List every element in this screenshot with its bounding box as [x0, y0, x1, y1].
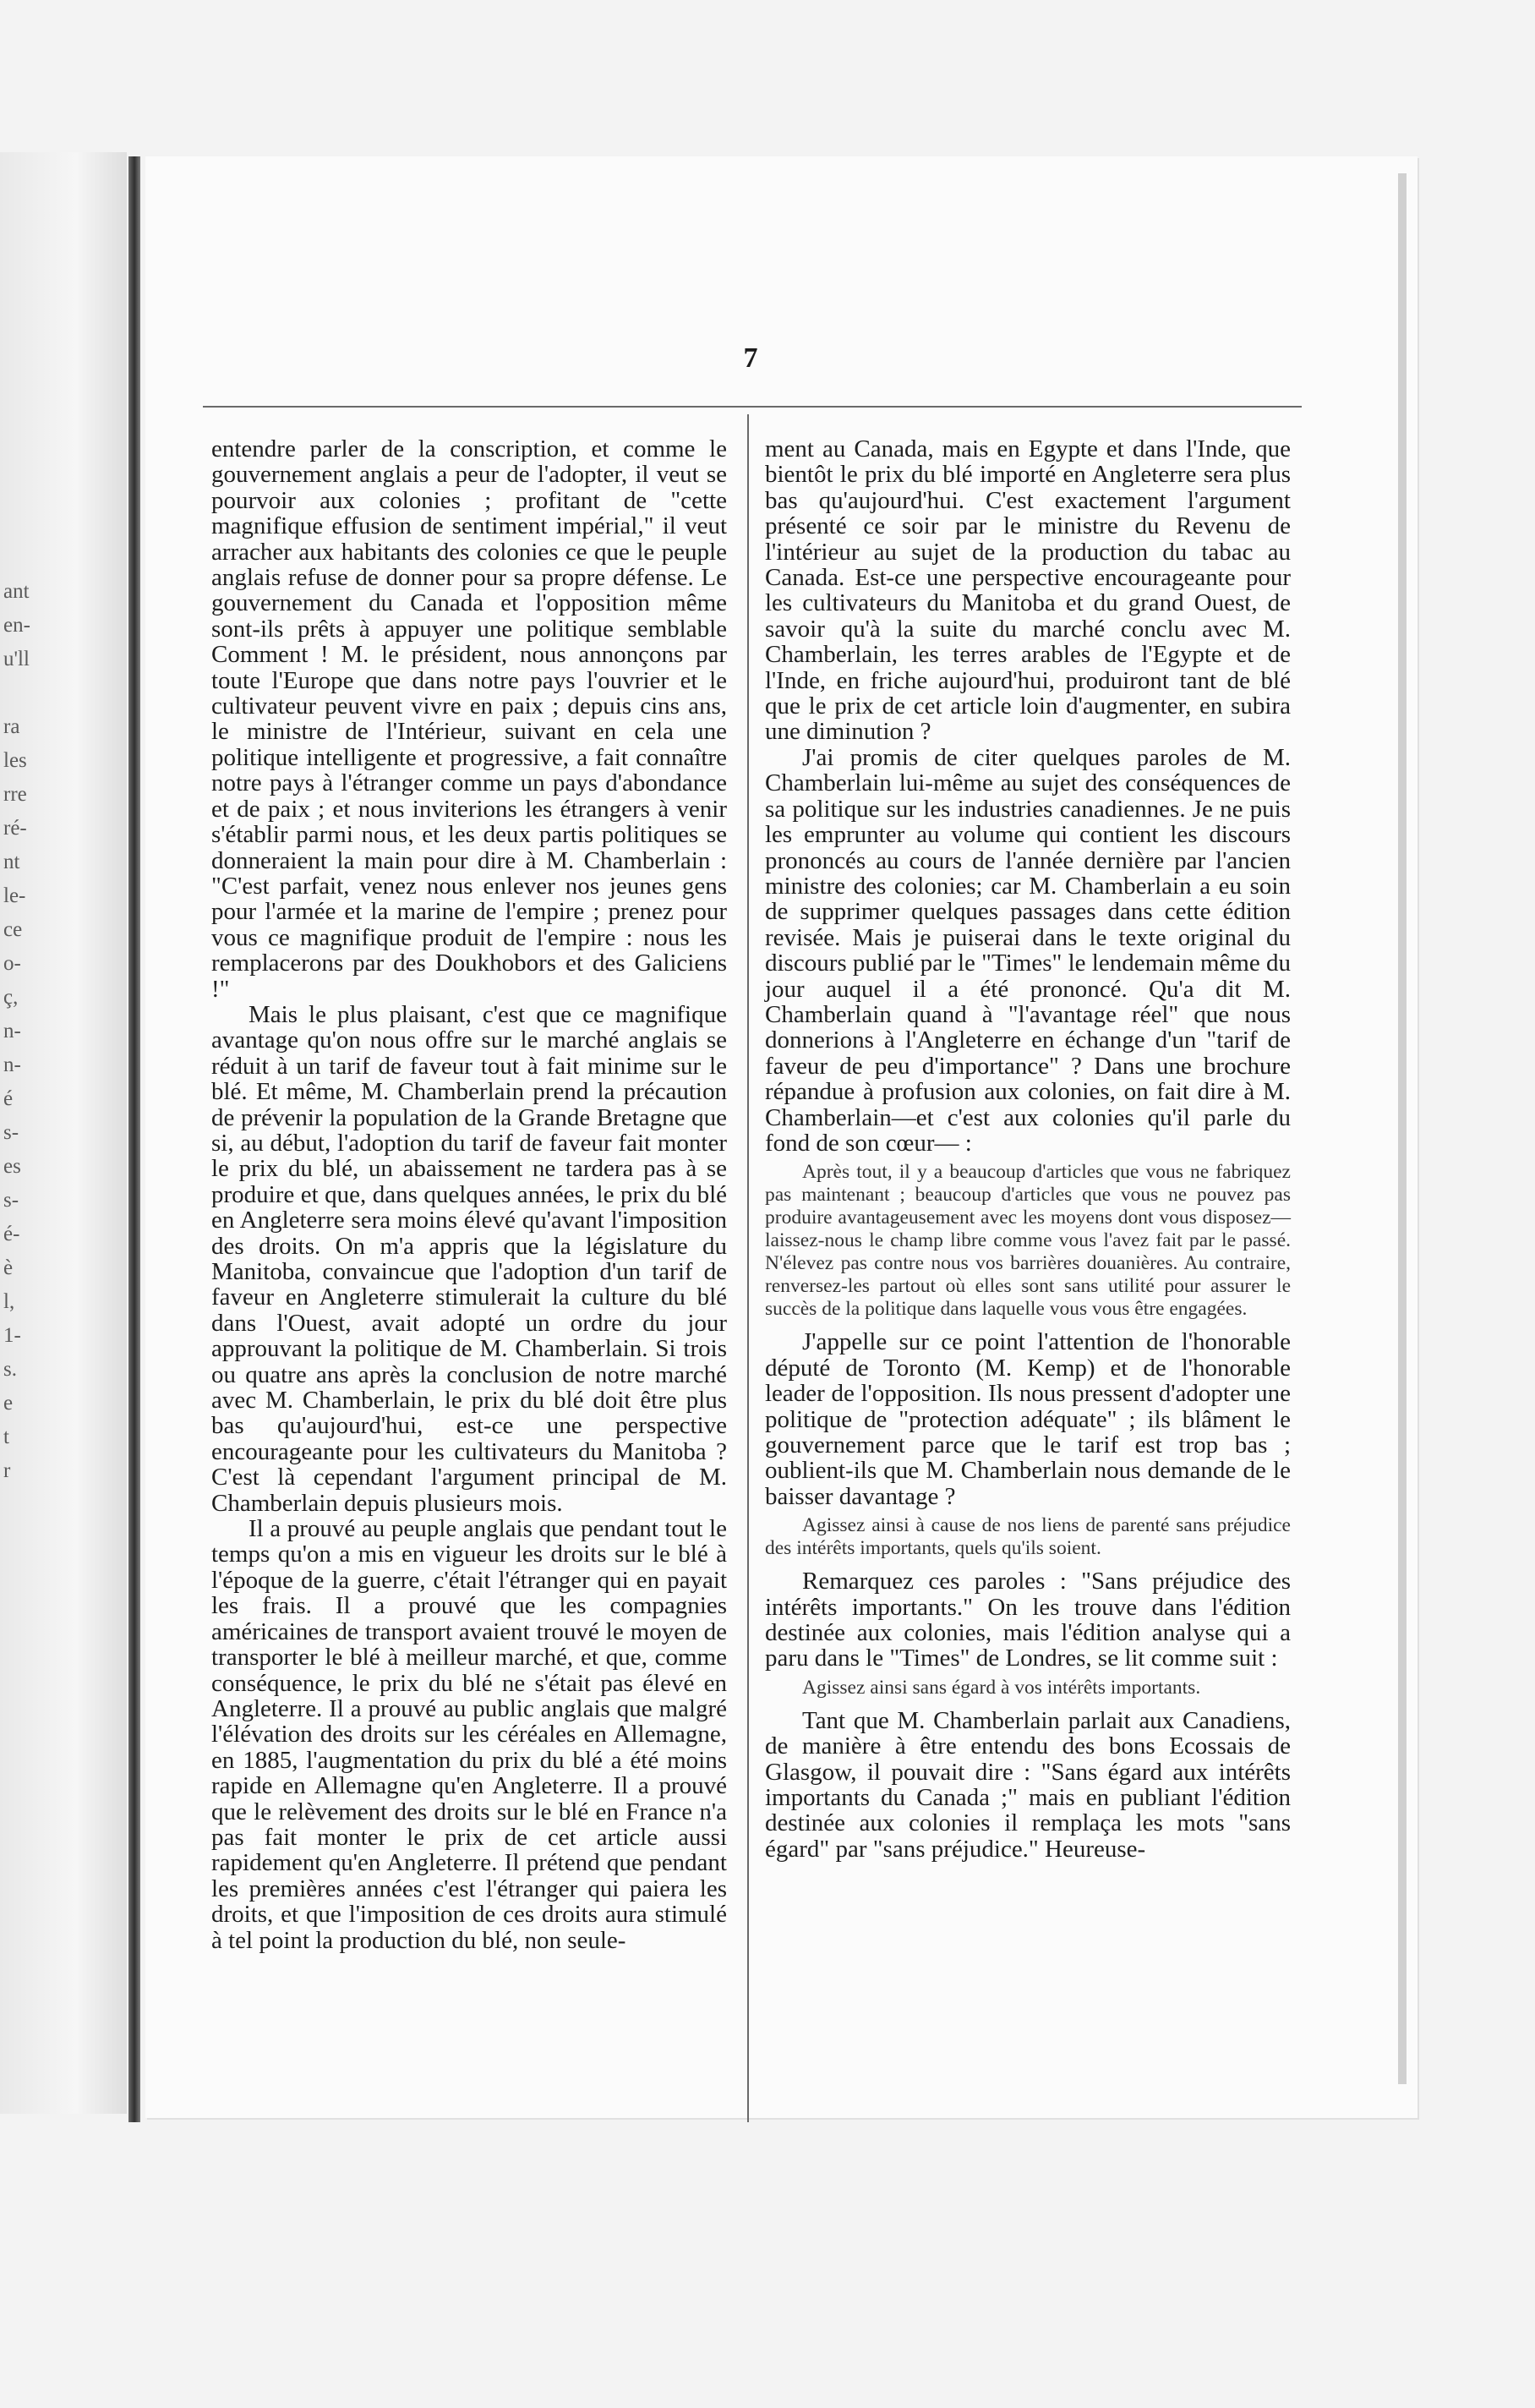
paragraph: ment au Canada, mais en Egypte et dans l'Inde, que bientôt le prix du blé importé en Angleterre sera plus bas qu'aujourd'hui. C'est exactement l'argument présenté ce soir par le ministre du Revenu de l'intérieur au sujet de la production du tabac au Canada. Est-ce une perspective encourageante pour les cultivateurs du Manitoba et du grand Ouest, de savoir qu'à la suite du marché conclu avec M. Chamberlain, les terres arables de l'Egypte et de l'Inde, en friche aujourd'hui, produiront tant de blé que le prix de cet article loin d'augmenter, en subira une diminution ?	[765, 435, 1291, 746]
page-number: 7	[743, 342, 758, 374]
paragraph: Mais le plus plaisant, c'est que ce magnifique avantage qu'on nous offre sur le marché anglais se réduit à un tarif de faveur tout à fait minime sur le blé. Et même, M. Chamberlain prend la précaution de prévenir la population de la Grande Bretagne que si, au début, l'adoption du tarif de faveur fait monter le prix du blé, un abaissement ne tardera pas à se produire et que, dans quelques années, le prix du blé en Angleterre sera moins élevé qu'avant l'imposition des droits. On m'a appris que la législature du Manitoba, convaincue que l'adoption d'un tarif de faveur en Angleterre stimulerait la culture du blé dans l'Ouest, avait adopté un ordre du jour approuvant la politique de M. Chamberlain. Si trois ou quatre ans après la conclusion de notre marché avec M. Chamberlain, le prix du blé doit être plus bas qu'aujourd'hui, est-ce une perspective encourageante pour les cultivateurs du Manitoba ? C'est là cependant l'argument principal de M. Chamberlain depuis plusieurs mois.	[211, 1000, 727, 1517]
column-divider	[747, 414, 749, 2122]
page-right-edge	[1398, 173, 1407, 2084]
paragraph: J'ai promis de citer quelques paroles de M. Chamberlain lui-même au sujet des conséquences de sa politique sur les industries canadiennes. Je ne puis les emprunter au volume qui contient les discours prononcés au cours de l'année dernière par l'ancien ministre des colonies; car M. Chamberlain a eu soin de supprimer quelques passages dans cette édition revisée. Mais je puiserai dans le texte original du discours publié par le "Times" le lendemain même du jour auquel il a été prononcé. Qu'a dit M. Chamberlain quand à "l'avantage réel" que nous donnerions à l'Angleterre en échange d'un "tarif de faveur de peu d'importance" ? Dans une brochure répandue à profusion aux colonies, on fait dire à M. Chamberlain—et c'est aux colonies qu'il parle du fond de son cœur— :	[765, 743, 1291, 1157]
previous-page-edge	[0, 152, 127, 2114]
paragraph: J'appelle sur ce point l'attention de l'honorable député de Toronto (M. Kemp) et de l'honorable leader de l'opposition. Ils nous pressent d'adopter une politique de "protection adéquate" ; ils blâment le gouvernement parce que le tarif est trop bas ; oublient-ils que M. Chamberlain nous demande de le baisser davantage ?	[765, 1328, 1291, 1510]
paragraph: entendre parler de la conscription, et comme le gouvernement anglais a peur de l'adopter, il veut se pourvoir aux colonies ; profitant de "cette magnifique effusion de sentiment impérial," il veut arracher aux habitants des colonies ce que le peuple anglais refuse de donner pour sa propre défense. Le gouvernement du Canada et l'opposition même sont-ils prêts à appuyer une politique semblable Comment ! M. le président, nous annonçons par toute l'Europe que dans notre pays l'ouvrier et le cultivateur peuvent vivre en paix ; depuis cins ans, le ministre de l'Intérieur, suivant en cela une politique intelligente et progressive, a fait connaître notre pays à l'étranger comme un pays d'abondance et de paix ; et nous inviterions les étrangers à venir s'établir parmi nous, et les deux partis politiques se donneraient la main pour dire à M. Chamberlain : "C'est parfait, venez nous enlever nos jeunes gens pour l'armée et la marine de l'empire ; prenez pour vous ce magnifique produit de l'empire : nous les remplacerons par des Doukhobors et des Galiciens !"	[211, 435, 727, 1003]
left-column	[211, 436, 727, 1953]
binding-shadow	[128, 156, 140, 2122]
previous-page-text-fragments: ant en- u'll ra les rre ré- nt le- ce o- ç, n- n- é s- es s- é- è l, 1- s. e t r	[3, 580, 30, 1482]
paragraph: Tant que M. Chamberlain parlait aux Canadiens, de manière à être entendu des bons Ecossais de Glasgow, il pouvait dire : "Sans égard aux intérêts importants du Canada ;" mais en publiant l'édition destinée aux colonies il remplaça les mots "sans égard" par "sans préjudice." Heureuse-	[765, 1706, 1291, 1863]
block-quote: Agissez ainsi à cause de nos liens de parenté sans préjudice des intérêts importants, quels qu'ils soient.	[765, 1514, 1291, 1560]
paragraph: Remarquez ces paroles : "Sans préjudice des intérêts importants." On les trouve dans l'édition destinée aux colonies, mais l'édition analyse qui a paru dans le "Times" de Londres, se lit comme suit :	[765, 1568, 1291, 1672]
block-quote: Agissez ainsi sans égard à vos intérêts importants.	[802, 1676, 1201, 1699]
header-rule	[203, 406, 1302, 408]
paragraph: Il a prouvé au peuple anglais que pendant tout le temps qu'on a mis en vigueur les droits sur le blé à l'époque de la guerre, c'était l'étranger qui en payait les frais. Il a prouvé que les compagnies américaines de transport avaient trouvé le moyen de transporter le blé à meilleur marché, et que, comme conséquence, le prix du blé ne s'était pas élevé en Angleterre. Il a prouvé au public anglais que malgré l'élévation des droits sur les céréales en Allemagne, en 1885, l'augmentation du prix du blé a été moins rapide en Allemagne qu'en Angleterre. Il a prouvé que le relèvement des droits sur le blé en France n'a pas fait monter le prix de cet article aussi rapidement qu'en Angleterre. Il prétend que pendant les premières années c'est l'étranger qui paiera les droits, et que l'imposition de ces droits aura stimulé à tel point la production du blé, non seule-	[211, 1515, 727, 1954]
right-column	[765, 436, 1291, 1862]
block-quote: Après tout, il y a beaucoup d'articles que vous ne fabriquez pas maintenant ; beaucoup d'articles que vous ne pouvez pas produire avantageusement avec les moyens dont vous disposez—laissez-nous le champ libre comme vous l'avez fait par le passé. N'élevez pas contre nous vos barrières douanières. Au contraire, renversez-les partout où elles sont sans utilité pour assurer le succès de la politique dans laquelle vous vous être engagées.	[765, 1161, 1291, 1321]
